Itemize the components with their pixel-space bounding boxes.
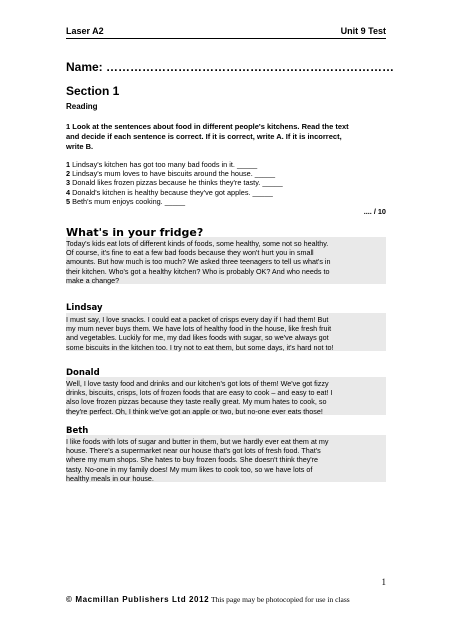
copyright-notice: © Macmillan Publishers Ltd 2012 [66,595,210,604]
text-line: house. There's a supermarket near our house that's got lots of fresh food. That's [66,446,321,456]
speaker-name-donald: Donald [66,368,100,378]
question-item [66,160,386,169]
article-intro [66,239,386,285]
text-line: amounts. But how much is too much? We asked three teenagers to tell us what's in [66,257,331,267]
text-line: I must say, I love snacks. I could eat a packet of crisps every day if I had them! But [66,315,329,324]
text-line: tasty. No-one in my family does! My mum likes to cook too, so we have lots of [66,464,313,474]
question-text: Donald's kitchen is healthy because they've got apples. _____ [70,187,273,197]
instruction-line: 1 Look at the sentences about food in different people's kitchens. Read the text [66,122,349,131]
page-number: 1 [381,577,386,587]
text-line: where my mum shops. She hates to buy frozen foods. She doesn't think they're [66,455,319,465]
text-line: and vegetables. Luckily for me, my dad likes foods with sugar, so we've always got [66,333,329,343]
question-text: Donald likes frozen pizzas because he thinks they're tasty. _____ [70,178,283,188]
instruction-line: write B. [66,142,94,151]
photocopy-note: This page may be photocopied for use in class [209,595,350,604]
instruction-line: and decide if each sentence is correct. If it is correct, write A. If it is incorrect, [66,132,342,141]
text-line: they're perfect. Oh, I think we've got an apple or two, but no-one ever eats those! [66,406,323,416]
text-line: drinks, biscuits, crisps, lots of frozen foods that are easy to cook – and easy to eat! I [66,388,333,398]
score-box: .... / 10 [363,207,386,216]
question-item [66,178,386,187]
text-line: their kitchen. Who's got a healthy kitchen? Who is probably OK? And who needs to [66,266,330,276]
task-instructions [66,122,386,152]
question-text: Beth's mum enjoys cooking. _____ [70,196,186,206]
question-text: Lindsay's mum loves to have biscuits around the house. _____ [70,169,276,179]
question-number: 1 [66,160,71,169]
speaker-text-beth [66,437,386,483]
question-item [66,188,386,197]
question-item [66,197,386,206]
unit-title: Unit 9 Test [340,26,386,36]
text-line: Of course, it's fine to eat a few bad foods because they won't hurt you in small [66,248,314,258]
question-number: 2 [66,169,71,179]
speaker-text-donald [66,379,386,416]
student-name-field: Name: ……………………………………………………………… [66,60,395,74]
text-line: I like foods with lots of sugar and butter in them, but we hardly ever eat them at my [66,437,329,446]
question-number: 4 [66,187,71,197]
speaker-text-lindsay [66,315,386,352]
text-line: also love frozen pizzas because they taste really great. My mum hates to cook, so [66,397,327,407]
question-number: 3 [66,178,71,188]
section-title: Section 1 [66,84,120,98]
speaker-name-lindsay: Lindsay [66,303,103,313]
speaker-name-beth: Beth [66,426,89,436]
article-title: What's in your fridge? [66,226,204,239]
question-text: Lindsay's kitchen has got too many bad foods in it. _____ [70,160,258,169]
text-line: Well, I love tasty food and drinks and our kitchen's got lots of them! We've got fizzy [66,379,329,388]
text-line: Today's kids eat lots of different kinds of foods, some healthy, some not so healthy. [66,239,329,248]
text-line: healthy meals in our house. [66,473,154,483]
question-item [66,169,386,178]
text-line: my mum never buys them. We have lots of healthy food in the house, like fresh fruit [66,324,332,334]
page-header [66,26,386,39]
page-footer [66,589,350,607]
question-number: 5 [66,196,71,206]
text-line: some biscuits in the kitchen too. I try not to eat them, but some days, it's hard not to! [66,342,334,352]
reading-label: Reading [66,102,98,111]
text-line: make a change? [66,275,120,285]
course-title: Laser A2 [66,26,104,36]
question-list [66,160,386,206]
